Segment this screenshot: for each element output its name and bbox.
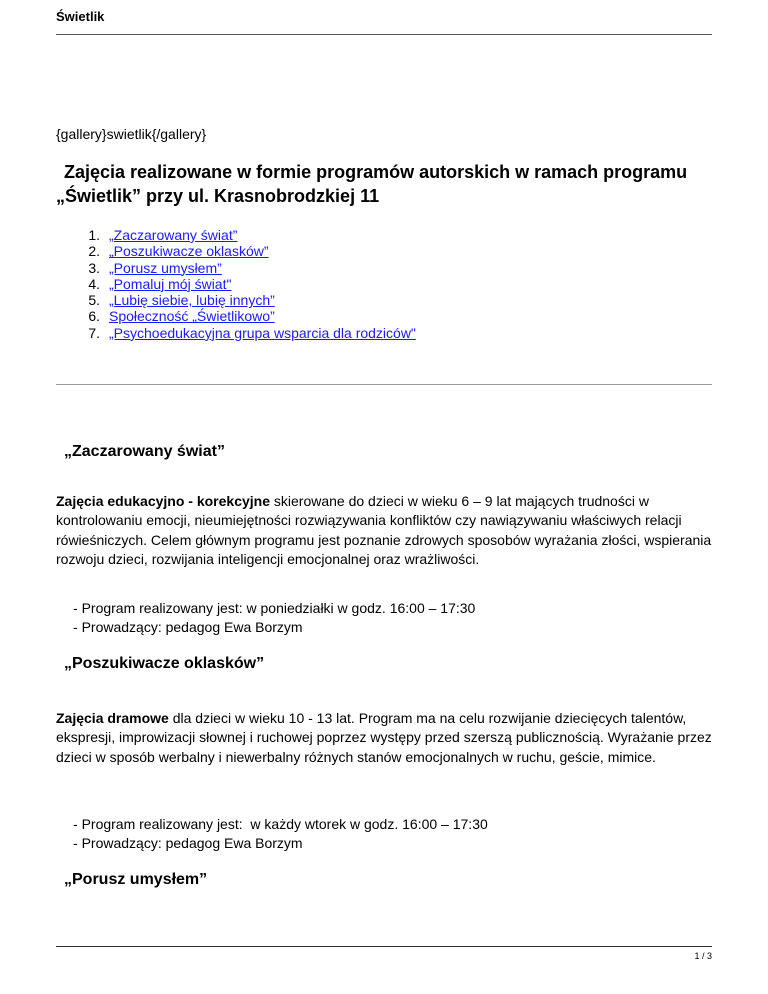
gallery-shortcode: {gallery}swietlik{/gallery} bbox=[56, 126, 207, 142]
toc-number: 5. bbox=[88, 292, 100, 309]
section-lead: Zajęcia dramowe bbox=[56, 710, 169, 726]
toc-item bbox=[56, 243, 416, 259]
toc-item bbox=[56, 308, 416, 324]
section-heading-porusz-umyslem: „Porusz umysłem” bbox=[64, 871, 208, 888]
toc-number: 4. bbox=[88, 275, 100, 292]
footer-divider bbox=[56, 946, 712, 947]
toc-number: 3. bbox=[88, 259, 100, 276]
page-title: Zajęcia realizowane w formie programów autorskich w ramach programu „Świetlik” przy ul. Krasnobrodzkiej 11 bbox=[56, 162, 688, 206]
section-heading-poszukiwacze-oklaskow: „Poszukiwacze oklasków” bbox=[64, 655, 265, 672]
section-paragraph bbox=[56, 709, 716, 767]
toc-item bbox=[56, 260, 416, 276]
leader-line: - Prowadzący: pedagog Ewa Borzym bbox=[73, 834, 488, 853]
toc-link-swietlikowo[interactable]: Społeczność „Świetlikowo” bbox=[109, 308, 275, 325]
toc-item bbox=[56, 325, 416, 341]
toc-item bbox=[56, 292, 416, 308]
toc-item bbox=[56, 227, 416, 243]
section-paragraph bbox=[56, 492, 716, 569]
toc-link-poszukiwacze-oklaskow[interactable]: „Poszukiwacze oklasków” bbox=[109, 243, 269, 260]
toc-number: 2. bbox=[88, 243, 100, 260]
schedule-line: - Program realizowany jest: w każdy wtorek w godz. 16:00 – 17:30 bbox=[73, 815, 488, 834]
section-details bbox=[73, 599, 475, 637]
toc-number: 1. bbox=[88, 227, 100, 243]
toc-link-lubie-siebie[interactable]: „Lubię siebie, lubię innych” bbox=[109, 292, 275, 309]
section-divider bbox=[56, 384, 712, 385]
section-body: skierowane do dzieci w wieku 6 – 9 lat mających trudności w kontrolowaniu emocji, nieumiejętności rozwiązywania konfliktów czy nawiązywaniu właściwych relacji rówieśniczych. Celem głównym programu jest poznanie zdrowych sposobów wyrażania złości, wspierania rozwoju dzieci, rozwijania inteligencji emocjonalnej oraz wrażliwości. bbox=[56, 493, 712, 567]
toc-link-zaczarowany-swiat[interactable]: „Zaczarowany świat” bbox=[109, 227, 238, 243]
section-lead: Zajęcia edukacyjno - korekcyjne bbox=[56, 493, 270, 509]
toc-number: 7. bbox=[88, 324, 100, 341]
schedule-line: - Program realizowany jest: w poniedziałki w godz. 16:00 – 17:30 bbox=[73, 599, 475, 618]
page-number: 1 / 3 bbox=[694, 951, 712, 961]
leader-line: - Prowadzący: pedagog Ewa Borzym bbox=[73, 618, 475, 637]
header-divider bbox=[56, 34, 712, 35]
toc-link-porusz-umyslem[interactable]: „Porusz umysłem” bbox=[109, 259, 222, 276]
section-body: dla dzieci w wieku 10 - 13 lat. Program ma na celu rozwijanie dziecięcych talentów, ekspresji, improwizacji słownej i ruchowej poprzez występy przed szerszą publicznością. Wyrażanie przez dzieci w sposób werbalny i niewerbalny różnych stanów emocjonalnych w ruchu, geście, mimice. bbox=[56, 710, 712, 765]
page-header-title: Świetlik bbox=[56, 9, 105, 24]
section-details bbox=[73, 815, 488, 853]
toc-number: 6. bbox=[88, 308, 100, 325]
toc-link-pomaluj-moj-swiat[interactable]: „Pomaluj mój świat" bbox=[109, 275, 232, 292]
section-heading-zaczarowany-swiat: „Zaczarowany świat” bbox=[64, 443, 225, 460]
toc-link-grupa-wsparcia[interactable]: „Psychoedukacyjna grupa wsparcia dla rodziców" bbox=[109, 324, 416, 341]
toc-item bbox=[56, 276, 416, 292]
table-of-contents bbox=[56, 227, 416, 341]
